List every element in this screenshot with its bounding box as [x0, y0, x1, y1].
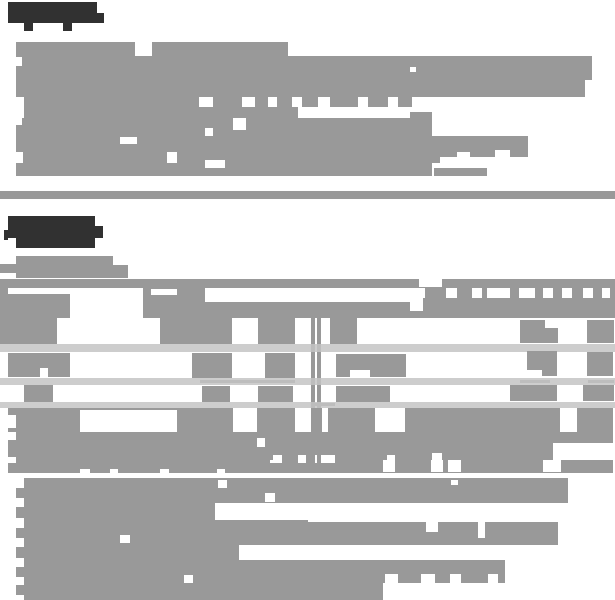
table-row-cell: [258, 386, 293, 402]
table-row-cell: [192, 353, 232, 378]
table-footer-gap: [448, 460, 461, 472]
table-row-cell: [336, 370, 350, 377]
table-row-cell: [202, 386, 230, 402]
table-header-bar: [0, 279, 615, 288]
table-footer-gap: [80, 469, 90, 473]
table-footer-gap: [233, 408, 257, 432]
paragraph-gap: [120, 535, 130, 543]
table-column-stub: [610, 287, 615, 298]
letterhead-text-block: [16, 118, 410, 136]
table-header-band: [0, 288, 8, 318]
horizontal-divider: [0, 191, 615, 199]
table-footer-gap: [270, 460, 280, 463]
table-vertical-gridline: [317, 344, 321, 352]
list-marker-block: [16, 528, 24, 538]
table-row-cell: [510, 385, 557, 401]
table-row-cell: [160, 318, 232, 344]
text-remnant: [520, 380, 550, 383]
table-cell-gap: [40, 368, 48, 377]
paragraph-gap: [450, 574, 461, 583]
letterhead-text-block: [213, 97, 242, 107]
table-footer-gap: [8, 432, 16, 440]
table-column-stub: [535, 287, 543, 298]
text-remnant: [588, 380, 614, 383]
table-vertical-gridline: [311, 408, 315, 472]
table-vertical-gridline: [311, 385, 315, 402]
table-vertical-gridline: [311, 344, 315, 352]
table-row-cell: [587, 320, 614, 343]
letterhead-text-block: [277, 97, 292, 107]
paragraph-gap: [488, 574, 498, 583]
table-column-stub: [593, 287, 602, 298]
table-row-cell: [542, 370, 557, 376]
table-header-gap: [419, 279, 442, 287]
table-column-stub: [482, 287, 487, 298]
table-row-cell: [583, 385, 614, 401]
table-row-cell: [545, 328, 558, 343]
table-vertical-gridline: [311, 352, 315, 378]
letterhead-text-block: [410, 112, 432, 176]
table-row-cell: [587, 352, 613, 376]
letterhead-text-block: [302, 97, 318, 107]
letterhead-text-block: [16, 136, 528, 157]
list-marker-block: [16, 547, 24, 558]
table-footer-gap: [217, 469, 225, 473]
letterhead-text-block: [16, 42, 135, 56]
letterhead-gap: [167, 152, 177, 163]
letterhead-text-block: [24, 97, 199, 107]
table-footer-gap: [257, 438, 265, 447]
table-row-highlight: [0, 344, 615, 352]
table-footer-gap: [383, 460, 395, 472]
table-footer-gap: [543, 460, 561, 472]
pixelated-heading-2: [4, 230, 8, 240]
paragraph-gap: [451, 480, 458, 485]
table-row-cell: [265, 353, 295, 378]
letterhead-gap: [457, 152, 470, 157]
text-remnant: [200, 380, 295, 383]
paragraph-gap: [478, 522, 485, 538]
letterhead-gap: [495, 150, 510, 157]
table-footer-gap: [312, 455, 335, 463]
paragraph-gap: [184, 575, 193, 583]
pixelated-heading-2: [16, 238, 95, 248]
table-vertical-gridline: [317, 385, 321, 402]
closing-paragraph-block: [308, 478, 568, 503]
letterhead-text-block: [368, 97, 388, 107]
pixelated-heading-1: [8, 2, 97, 23]
table-footer-gap: [8, 415, 16, 428]
table-row-cell: [8, 353, 70, 377]
table-vertical-gridline: [317, 315, 321, 344]
table-header-band: [423, 298, 615, 318]
letterhead-text-block: [425, 157, 440, 163]
list-marker-block: [16, 585, 24, 595]
pixelated-heading-2: [95, 226, 103, 238]
table-row-cell: [258, 318, 295, 344]
salutation-line: [16, 256, 113, 265]
table-vertical-gridline: [311, 378, 315, 385]
letterhead-gap: [410, 67, 416, 72]
table-column-stub: [510, 287, 519, 298]
table-row-cell: [527, 351, 557, 370]
letterhead-text-block: [16, 80, 585, 97]
letterhead-gap: [205, 128, 213, 136]
table-column-stub: [457, 287, 472, 298]
list-marker-block: [16, 488, 24, 498]
paragraph-gap: [265, 493, 275, 502]
table-row-cell: [336, 386, 390, 402]
table-row-cell: [370, 370, 406, 377]
list-marker-block: [16, 567, 24, 577]
letterhead-gap: [233, 118, 246, 130]
letterhead-text-block: [255, 97, 268, 107]
table-header-band: [205, 302, 410, 318]
pixelated-heading-2: [8, 216, 95, 238]
closing-paragraph-block: [308, 583, 383, 600]
pixelated-heading-1: [97, 13, 104, 23]
letterhead-text-block: [434, 168, 487, 176]
closing-paragraph-block: [308, 560, 505, 583]
table-header-gap: [151, 289, 177, 295]
salutation-line: [0, 264, 16, 273]
table-column-stub: [572, 287, 583, 298]
table-vertical-gridline: [317, 378, 321, 385]
table-row-cell: [24, 385, 53, 402]
table-footer-gap: [322, 408, 328, 432]
paragraph-gap: [215, 503, 308, 520]
table-row-cell: [336, 354, 406, 370]
table-footer-gap: [160, 469, 169, 473]
letterhead-gap: [205, 160, 225, 168]
letterhead-gap: [16, 152, 23, 163]
pixelated-heading-1: [24, 23, 33, 31]
table-footer-gap: [8, 457, 16, 463]
table-row-cell: [0, 318, 57, 344]
paragraph-gap: [218, 480, 227, 488]
table-header-band: [8, 294, 70, 318]
table-vertical-gridline: [317, 352, 321, 378]
paragraph-gap: [239, 545, 308, 560]
paragraph-gap: [385, 574, 398, 583]
letterhead-text-block: [330, 97, 358, 107]
table-footer-gap: [298, 455, 306, 463]
table-vertical-gridline: [317, 408, 321, 472]
table-footer-gap: [80, 410, 177, 432]
letterhead-gap: [16, 57, 22, 66]
table-footer-gap: [375, 408, 405, 432]
table-footer-gap: [431, 460, 443, 472]
letterhead-text-block: [16, 56, 592, 80]
table-row-cell: [520, 320, 545, 343]
letterhead-gap: [120, 137, 137, 144]
letterhead-gap: [16, 113, 22, 125]
letterhead-text-block: [24, 107, 298, 118]
table-footer-gap: [295, 408, 311, 432]
table-column-stub: [425, 287, 446, 298]
list-marker-block: [16, 507, 24, 518]
table-row-cell: [330, 318, 357, 344]
pixelated-heading-1: [63, 23, 72, 31]
table-vertical-gridline: [311, 315, 315, 344]
table-footer-gap: [560, 408, 577, 432]
letterhead-text-block: [152, 42, 288, 56]
table-header-band: [410, 311, 423, 318]
paragraph-gap: [421, 574, 435, 583]
table-column-stub: [553, 287, 562, 298]
table-footer-gap: [110, 469, 118, 473]
letterhead-text-block: [398, 97, 412, 107]
paragraph-gap: [426, 522, 438, 532]
salutation-line: [16, 265, 128, 278]
